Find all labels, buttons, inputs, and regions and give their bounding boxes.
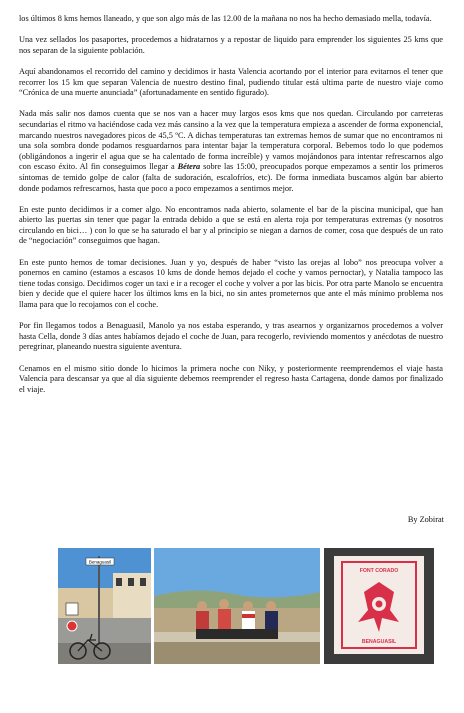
photo-strip [58,548,434,664]
photo-street-bicycle [58,548,151,664]
paragraph-3: Aquí abandonamos el recorrido del camino y decidimos ir hasta Valencia acortando por el interior para evitarnos el tener que recorrer los 15 km que separan Valencia de nuestro destino final, pudiendo titular está ultima parte de nuestro viaje como “Crónica de una muerte anunciada” (afortunadamente en sentido figurado). [19,66,443,98]
paragraph-1: los últimos 8 kms hemos llaneado, y que son algo más de las 12.00 de la mañana no nos ha hecho demasiado mella, todavía. [19,14,432,23]
photo-cyclists-group [154,548,320,664]
photo-stamp [324,548,434,664]
paragraph-2: Una vez sellados los pasaportes, procedemos a hidratarnos y a repostar de liquido para emprender los siguientes 25 kms que nos separan de la siguiente población. [19,35,443,55]
street-sign-text: Benaguasil [88,559,112,565]
stamp-bottom-text: BENAGUASIL [361,639,397,645]
paragraph-8: Cenamos en el mismo sitio donde lo hicimos la primera noche con Niky, y posteriormente reemprendemos el viaje hasta Valencia para descansar ya que al día siguiente debemos reemprender el regreso hasta Cartagena, donde damos por finalizado el viaje. [19,363,443,394]
author-signature: By Zobirat [407,515,444,524]
stamp-top-text: FONT CORADO [359,568,399,574]
paragraph-4: Nada más salir nos damos cuenta que se nos van a hacer muy largos esos kms que nos quedan. Circulando por carreteras secundarias el ritmo va haciéndose cada vez más cansino a la vez que la temperatura empieza a ascender de forma exponencial, marcando nuestros navegadores picos de 45,5 ºC. A dichas temperaturas tan extremas hemos de sumar que no encontramos ni una sola sombra donde podamos resguardarnos para intentar bajar la temperatura corporal. Bebemos todo lo que podemos (obligándonos a ingerir el agua que se ha calentado de forma increíble) y vamos mojándonos para intentar refrescarnos algo con escaso éxito. Al fin conseguimos llegar a Bétera sobre las 15:00, preocupados porque empezamos a sentir los primeros síntomas de temido golpe de calor (falta de sudoración, escalofríos, etc). De forma inmediata buscamos algún bar abierto donde podamos refrescarnos, hasta que poco a poco empezamos a sentirnos mejor. [19,109,444,193]
paragraph-5: En este punto decidimos ir a comer algo. No encontramos nada abierto, solamente el bar de la piscina municipal, que han abierto las puertas sin tener que pagar la entrada debido a que se está en alerta roja por temperaturas extremas (y nosotros circulando en bici… ) con lo que se ha saturado el bar y al principio se niegan a darnos de comer, cosa que después de un rato de “negociación” conseguimos que hagan. [19,204,443,246]
article-body [19,14,443,406]
paragraph-6: En este punto hemos de tomar decisiones. Juan y yo, después de haber “visto las orejas al lobo” nos preocupa volver a ponernos en camino (estamos a escasos 10 kms de donde hemos dejado el coche y vamos pernoctar), y Natalia tampoco las tiene todas consigo. Decidimos coger un taxi e ir a recoger el coche y volver a por las bicis. Por otra parte Manolo se encuentra bien y decide que el quiere hacer los últimos kms en la bici, no sin antes prometernos que ante el más mínimo problema nos llama para que lo recojamos con el coche. [19,257,443,310]
paragraph-7: Por fin llegamos todos a Benaguasil, Manolo ya nos estaba esperando, y tras asearnos y organizarnos procedemos a volver hasta Cella, donde 3 días antes habíamos dejado el coche de Juan, para recogerlo, reviviendo momentos y anécdotas de nuestro peregrinar, planeando nuestra siguiente aventura. [19,321,443,352]
